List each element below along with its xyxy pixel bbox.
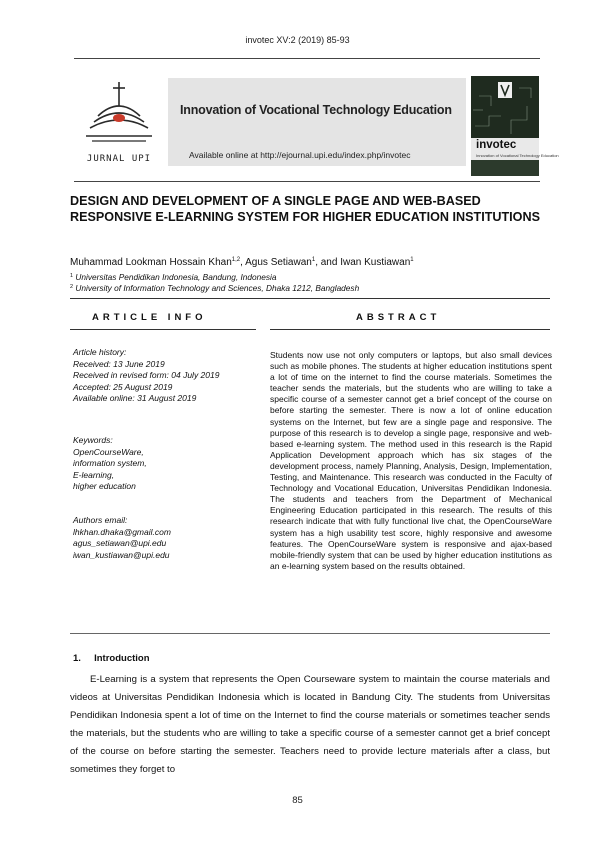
journal-name: Innovation of Vocational Technology Education xyxy=(180,103,452,117)
author-separator: , and xyxy=(315,257,341,268)
author-separator: , xyxy=(240,257,246,268)
abstract-text: Students now use not only computers or laptops, but also small devices such as mobile phones. The students at higher education institutions spent a lot of time on the internet to find the course materials. Sometimes the teacher sends the materials, but the students who are willing to take a specific course of a semester cannot get a brief concept of the course on before starting the semester. There is now a lot of online education systems on the Internet, but few are a single page and responsive. The purpose of this research is to develop a single page, responsive and web-based e-learning system. The method used in this research is the Rapid Application Development approach which has six stages of the development process, namely Planning, Analysis, Design, Implementation, Testing, and Maintenance. This research was conducted in the Faculty of Technology and Vocational Education, Universitas Pendidikan Indonesia. The students and teachers from the Department of Mechanical Engineering Education participated in this research. The results of this research indicate that with fully functional live chat, the OpenCourseWare system has a high usability test score, highly responsive and awesome features. The OpenCourseWare system is responsive and ajax-based mobile-friendly system that can be used by higher education institutions as an e-learning system based on the results obtained. xyxy=(270,350,552,571)
introduction-body: E-Learning is a system that represents the Open Courseware system to maintain the course materials and videos at Universitas Pendidikan Indonesia which is located in Bandung City. The students from Universitas Pendidikan Indonesia spent a lot of time on the Internet to find the course materials or sometimes teacher sends the materials, but the students who are willing to take a specific course of a semester cannot get a brief concept of the course on before starting the semester. Teachers need to provide lecture materials after a class, but sometimes they forget to xyxy=(70,674,550,775)
keyword-line: Keywords: xyxy=(73,435,113,445)
article-info-heading: ARTICLE INFO xyxy=(92,312,207,323)
email-address[interactable]: agus_setiawan@upi.edu xyxy=(73,538,167,548)
author-affiliation-mark: 1 xyxy=(410,257,414,263)
history-line: Received: 13 June 2019 xyxy=(73,358,165,369)
page-number: 85 xyxy=(292,795,303,806)
affiliation-mark: 1 xyxy=(70,273,74,279)
abstract-heading: ABSTRACT xyxy=(356,312,441,323)
affiliation-2 xyxy=(70,283,359,293)
author-name: Muhammad Lookman Hossain Khan xyxy=(70,257,232,268)
author-affiliation-mark: 1 xyxy=(311,257,316,263)
email-address[interactable]: lhkhan.dhaka@gmail.com xyxy=(73,526,171,537)
journal-cover-thumbnail xyxy=(471,76,559,176)
email-address[interactable]: iwan_kustiawan@upi.edu xyxy=(73,549,170,560)
introduction-heading: 1. Introduction xyxy=(73,653,150,664)
affiliation-1 xyxy=(70,272,276,282)
history-line: Received in revised form: 04 July 2019 xyxy=(73,370,220,380)
keywords-block xyxy=(73,435,147,493)
abstract-bottom-rule xyxy=(70,633,550,634)
history-line: Accepted: 25 August 2019 xyxy=(73,381,173,392)
history-line: Article history: xyxy=(73,347,127,357)
affiliation-text: Universitas Pendidikan Indonesia, Bandung, Indonesia xyxy=(75,272,277,282)
cover-bottom-strip xyxy=(471,160,539,176)
author-emails xyxy=(73,515,171,561)
author-name: Iwan Kustiawan xyxy=(340,257,411,268)
article-info-rule xyxy=(70,329,256,330)
paper-title: DESIGN AND DEVELOPMENT OF A SINGLE PAGE AND WEB-BASED RESPONSIVE E-LEARNING SYSTEM FOR HIGHER EDUCATION INSTITUTIONS xyxy=(70,194,540,224)
history-line: Available online: 31 August 2019 xyxy=(73,393,197,403)
cover-title: invotec xyxy=(471,138,539,160)
availability-url[interactable]: Available online at http://ejournal.upi.edu/index.php/invotec xyxy=(189,150,411,160)
cover-subtitle: Innovation of Vocational Technology Education xyxy=(476,153,559,158)
jurnal-upi-logo xyxy=(76,76,162,164)
logo-text: JURNAL UPI xyxy=(86,154,152,164)
divider-rule xyxy=(70,298,550,299)
keyword-line: E-learning, xyxy=(73,469,115,480)
email-label: Authors email: xyxy=(73,515,128,525)
author-name: Agus Setiawan xyxy=(245,257,312,268)
cover-circuit-art-icon xyxy=(471,76,539,138)
affiliation-text: University of Information Technology and Sciences, Dhaka 1212, Bangladesh xyxy=(75,283,360,293)
logo-emblem-icon xyxy=(76,76,162,148)
keyword-line: information system, xyxy=(73,458,147,468)
keyword-line: higher education xyxy=(73,481,136,491)
abstract-rule xyxy=(270,329,550,330)
author-list xyxy=(70,257,414,268)
keyword-line: OpenCourseWare, xyxy=(73,446,144,457)
affiliation-mark: 2 xyxy=(70,284,74,290)
article-history xyxy=(73,347,219,405)
running-head: invotec XV:2 (2019) 85-93 xyxy=(245,35,350,45)
author-affiliation-mark: 1,2 xyxy=(231,257,241,263)
